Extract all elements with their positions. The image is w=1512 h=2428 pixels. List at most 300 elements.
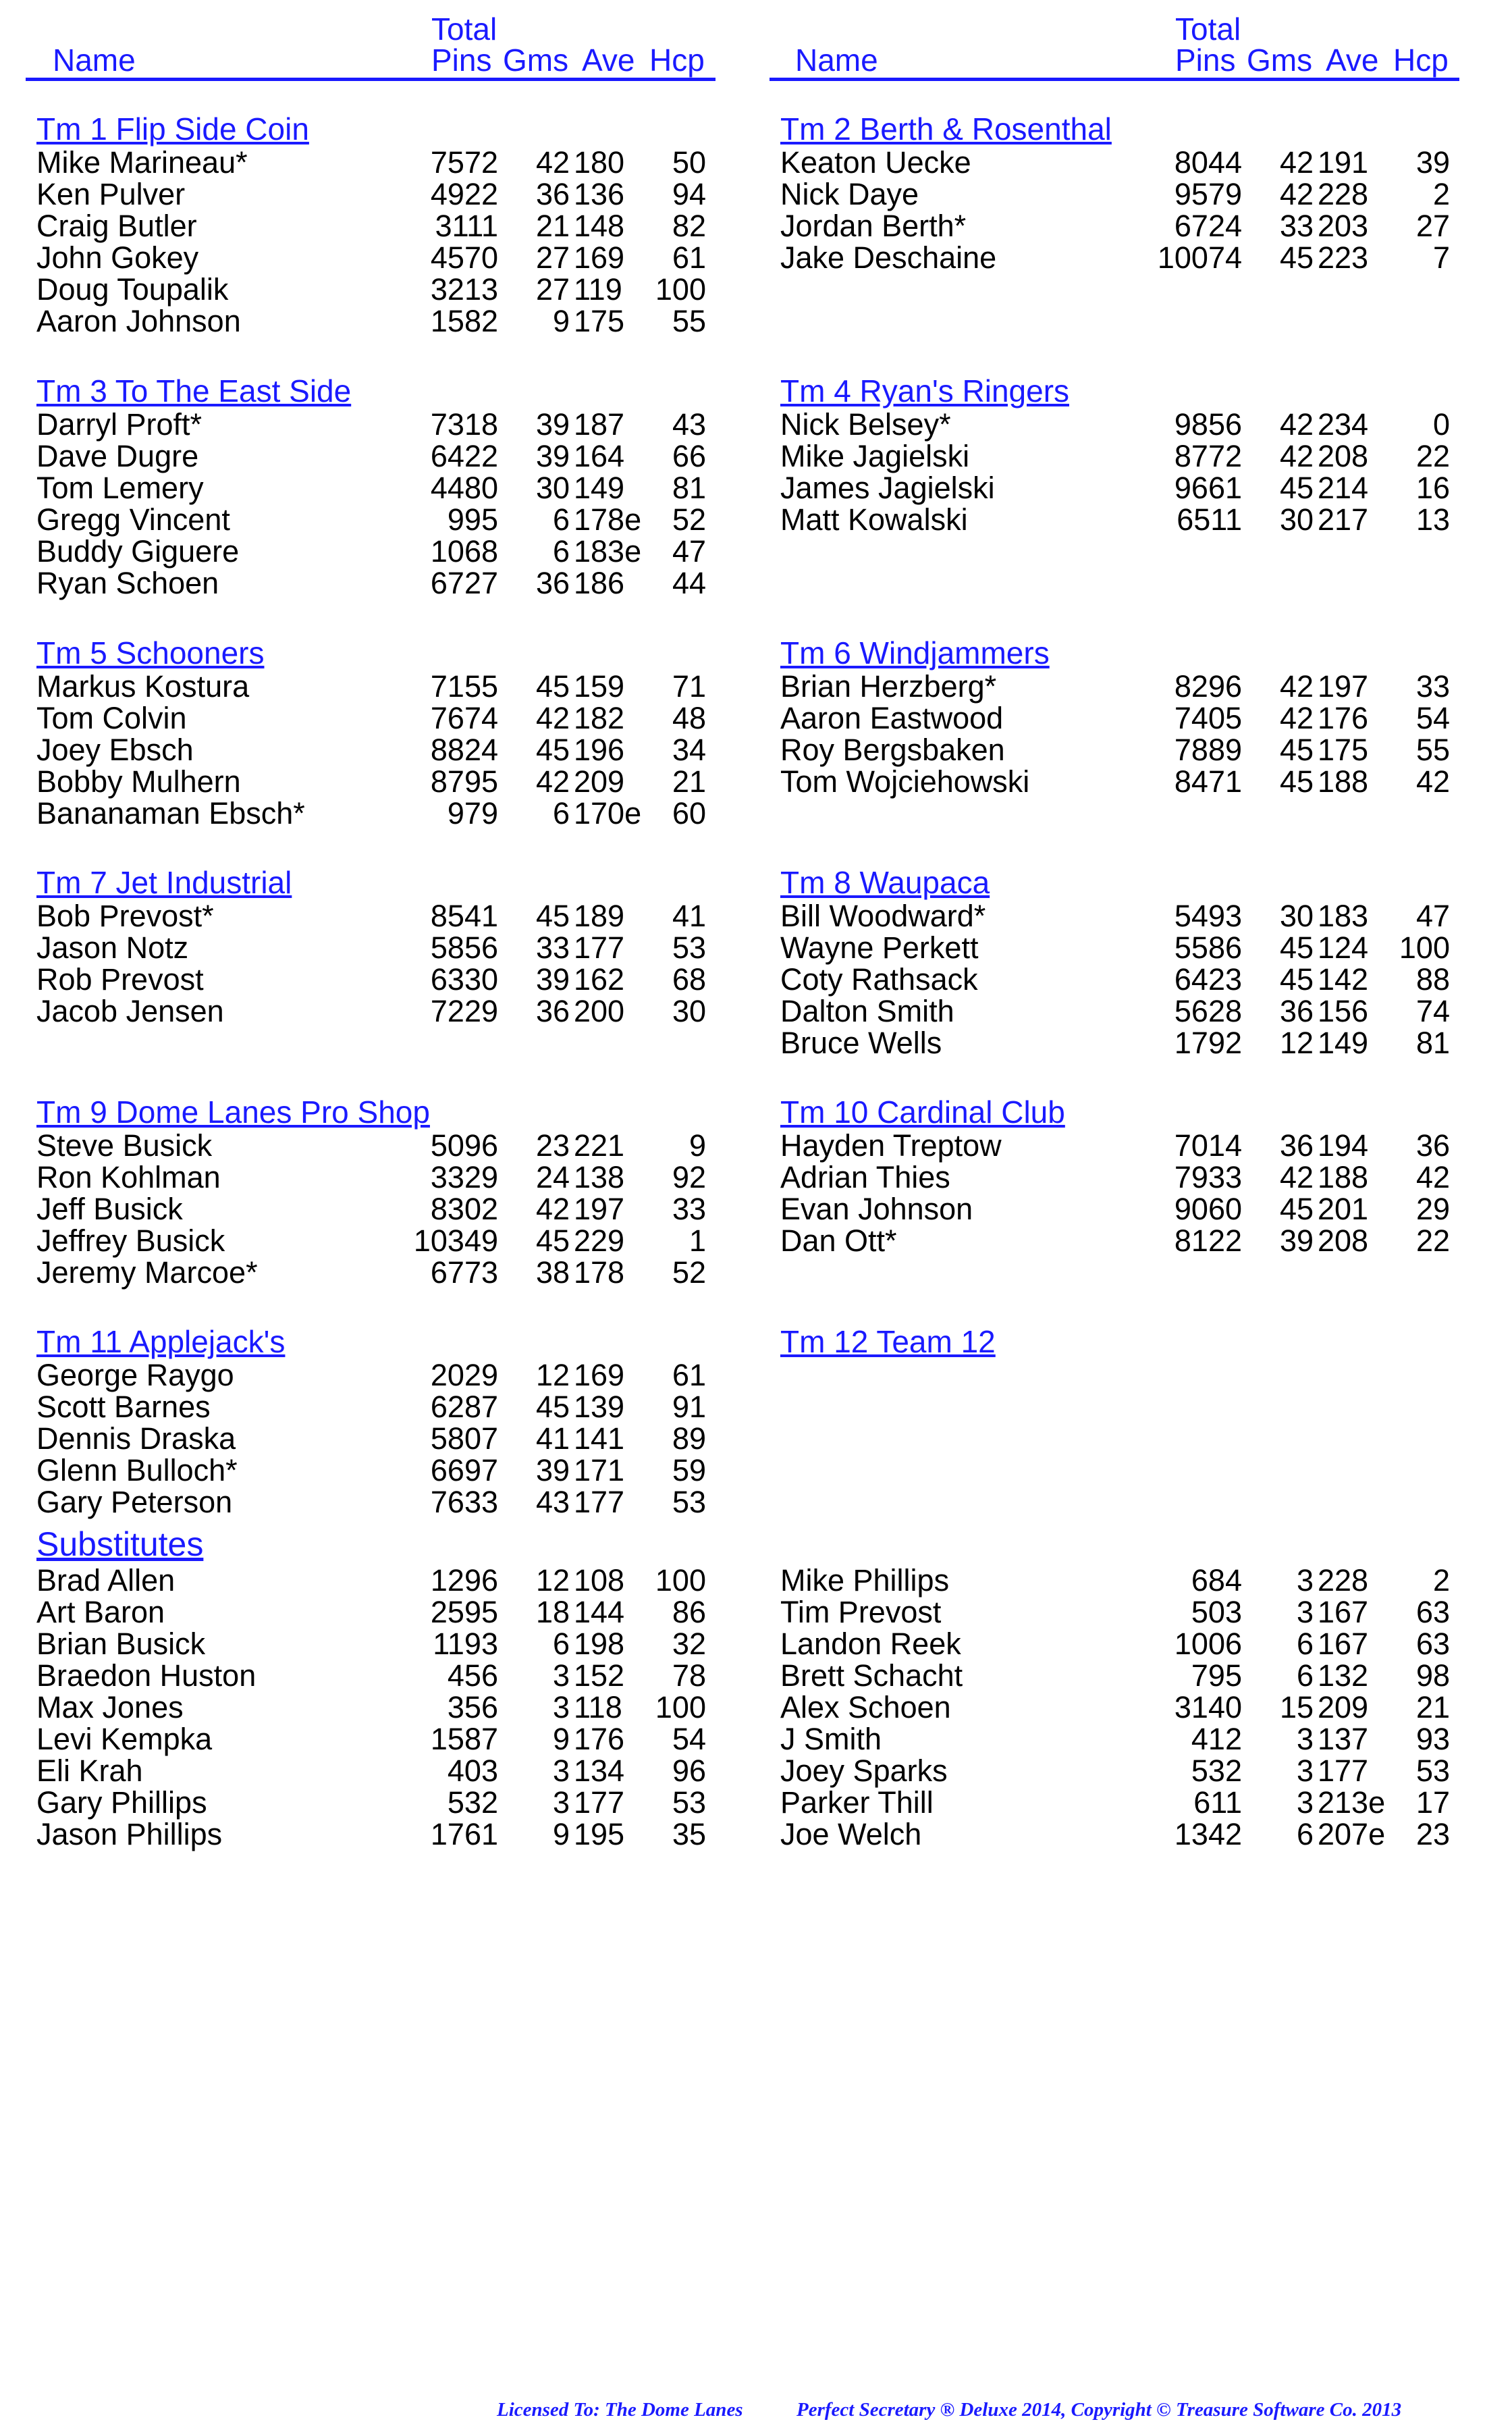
player-total-pins: 356 — [447, 1690, 498, 1724]
player-name: Glenn Bulloch* — [36, 1453, 238, 1487]
player-row — [26, 735, 728, 766]
player-name: Keaton Uecke — [780, 145, 971, 180]
player-name: Joey Ebsch — [36, 733, 194, 767]
player-average: 175 — [574, 304, 625, 338]
player-name: Tim Prevost — [780, 1595, 942, 1629]
player-games: 39 — [535, 1453, 570, 1487]
player-row — [26, 504, 728, 535]
player-games: 3 — [1296, 1722, 1314, 1756]
player-name: Gary Phillips — [36, 1785, 207, 1820]
player-average: 178e — [574, 502, 642, 537]
player-games: 23 — [535, 1128, 570, 1163]
player-games: 38 — [535, 1255, 570, 1290]
player-row — [26, 1455, 728, 1486]
player-row — [26, 1360, 728, 1391]
player-row — [770, 147, 1472, 178]
player-average: 152 — [574, 1658, 625, 1693]
player-average: 177 — [574, 1785, 625, 1820]
player-name: Aaron Johnson — [36, 304, 241, 338]
player-handicap: 66 — [672, 439, 706, 473]
player-row — [770, 964, 1472, 995]
player-games: 42 — [535, 701, 570, 735]
player-games: 45 — [1279, 764, 1314, 799]
player-total-pins: 5807 — [430, 1421, 498, 1456]
player-handicap: 82 — [672, 209, 706, 243]
player-games: 30 — [1279, 899, 1314, 933]
player-games: 6 — [552, 796, 570, 830]
header-total: Total — [431, 11, 497, 47]
player-row — [770, 1597, 1472, 1628]
player-handicap: 89 — [672, 1421, 706, 1456]
player-name: Matt Kowalski — [780, 502, 968, 537]
player-name: Jacob Jensen — [36, 994, 224, 1028]
player-games: 6 — [552, 1627, 570, 1661]
player-name: James Jagielski — [780, 471, 995, 505]
player-total-pins: 9060 — [1174, 1192, 1242, 1226]
player-name: Ryan Schoen — [36, 566, 219, 600]
player-games: 9 — [552, 1722, 570, 1756]
player-handicap: 93 — [1415, 1722, 1450, 1756]
player-row — [26, 1487, 728, 1518]
player-games: 30 — [1279, 502, 1314, 537]
player-total-pins: 7633 — [430, 1485, 498, 1519]
player-row — [26, 996, 728, 1027]
player-total-pins: 6697 — [430, 1453, 498, 1487]
header-rule — [770, 78, 1459, 81]
player-handicap: 47 — [672, 534, 706, 569]
player-total-pins: 5096 — [430, 1128, 498, 1163]
player-name: Dalton Smith — [780, 994, 954, 1028]
player-row — [770, 1194, 1472, 1225]
player-average: 195 — [574, 1817, 625, 1851]
player-row — [26, 568, 728, 599]
player-average: 177 — [574, 930, 625, 965]
player-row — [26, 274, 728, 305]
player-row — [26, 766, 728, 797]
player-total-pins: 7674 — [430, 701, 498, 735]
player-handicap: 100 — [1399, 930, 1450, 965]
player-total-pins: 2029 — [430, 1358, 498, 1392]
player-total-pins: 6422 — [430, 439, 498, 473]
player-row — [26, 306, 728, 337]
team-title: Tm 10 Cardinal Club — [780, 1094, 1065, 1130]
player-games: 42 — [1279, 407, 1314, 442]
player-handicap: 13 — [1415, 502, 1450, 537]
player-games: 33 — [535, 930, 570, 965]
player-games: 33 — [1279, 209, 1314, 243]
player-games: 36 — [535, 994, 570, 1028]
player-name: Ron Kohlman — [36, 1160, 221, 1194]
player-total-pins: 8296 — [1174, 669, 1242, 704]
player-handicap: 39 — [1415, 145, 1450, 180]
player-total-pins: 1193 — [433, 1627, 498, 1661]
player-name: Max Jones — [36, 1690, 184, 1724]
player-handicap: 47 — [1415, 899, 1450, 933]
player-average: 134 — [574, 1753, 625, 1788]
player-average: 171 — [574, 1453, 625, 1487]
player-name: Jason Notz — [36, 930, 189, 965]
player-total-pins: 7405 — [1174, 701, 1242, 735]
player-games: 6 — [1296, 1658, 1314, 1693]
team-title: Tm 8 Waupaca — [780, 865, 990, 900]
player-total-pins: 412 — [1191, 1722, 1242, 1756]
player-handicap: 33 — [1415, 669, 1450, 704]
player-handicap: 2 — [1432, 1563, 1450, 1598]
player-average: 180 — [574, 145, 625, 180]
player-average: 183 — [1318, 899, 1369, 933]
player-average: 228 — [1318, 1563, 1369, 1598]
player-handicap: 68 — [672, 962, 706, 997]
player-name: Joey Sparks — [780, 1753, 948, 1788]
player-average: 144 — [574, 1595, 625, 1629]
player-name: Landon Reek — [780, 1627, 961, 1661]
player-average: 167 — [1318, 1627, 1369, 1661]
player-handicap: 53 — [672, 1485, 706, 1519]
player-games: 36 — [1279, 994, 1314, 1028]
player-average: 176 — [1318, 701, 1369, 735]
team-title: Tm 12 Team 12 — [780, 1324, 996, 1359]
player-average: 201 — [1318, 1192, 1369, 1226]
player-name: Bill Woodward* — [780, 899, 986, 933]
player-name: Brian Busick — [36, 1627, 206, 1661]
team-title: Tm 4 Ryan's Ringers — [780, 373, 1070, 408]
player-row — [770, 1028, 1472, 1059]
player-total-pins: 532 — [447, 1785, 498, 1820]
player-handicap: 16 — [1415, 471, 1450, 505]
player-name: Adrian Thies — [780, 1160, 950, 1194]
player-games: 6 — [552, 534, 570, 569]
player-total-pins: 995 — [447, 502, 498, 537]
team-title: Tm 2 Berth & Rosenthal — [780, 111, 1112, 147]
player-total-pins: 4570 — [430, 240, 498, 275]
player-name: Rob Prevost — [36, 962, 204, 997]
player-handicap: 27 — [1415, 209, 1450, 243]
player-row — [26, 703, 728, 734]
player-name: Wayne Perkett — [780, 930, 979, 965]
player-total-pins: 5856 — [430, 930, 498, 965]
player-average: 217 — [1318, 502, 1369, 537]
player-average: 156 — [1318, 994, 1369, 1028]
header-gms: Gms — [503, 43, 569, 78]
player-total-pins: 10074 — [1157, 240, 1242, 275]
header-total: Total — [1175, 11, 1241, 47]
player-name: Aaron Eastwood — [780, 701, 1004, 735]
player-total-pins: 8044 — [1174, 145, 1242, 180]
player-average: 182 — [574, 701, 625, 735]
player-name: Bobby Mulhern — [36, 764, 241, 799]
player-total-pins: 8471 — [1174, 764, 1242, 799]
player-games: 21 — [535, 209, 570, 243]
player-name: Ken Pulver — [36, 177, 186, 211]
player-average: 186 — [574, 566, 625, 600]
player-total-pins: 1761 — [430, 1817, 498, 1851]
player-handicap: 52 — [672, 1255, 706, 1290]
player-total-pins: 8772 — [1174, 439, 1242, 473]
player-average: 170e — [574, 796, 642, 830]
player-total-pins: 5586 — [1174, 930, 1242, 965]
player-games: 42 — [1279, 177, 1314, 211]
player-name: Craig Butler — [36, 209, 197, 243]
player-row — [26, 1692, 728, 1723]
player-average: 124 — [1318, 930, 1369, 965]
player-games: 3 — [552, 1753, 570, 1788]
player-average: 196 — [574, 733, 625, 767]
player-average: 167 — [1318, 1595, 1369, 1629]
player-handicap: 43 — [672, 407, 706, 442]
player-average: 208 — [1318, 439, 1369, 473]
player-average: 162 — [574, 962, 625, 997]
player-handicap: 100 — [655, 1690, 706, 1724]
player-handicap: 63 — [1415, 1627, 1450, 1661]
player-name: Brian Herzberg* — [780, 669, 997, 704]
player-row — [26, 1392, 728, 1423]
player-handicap: 42 — [1415, 1160, 1450, 1194]
player-average: 188 — [1318, 1160, 1369, 1194]
player-name: Tom Colvin — [36, 701, 187, 735]
player-row — [26, 1194, 728, 1225]
player-average: 141 — [574, 1421, 625, 1456]
player-name: Buddy Giguere — [36, 534, 240, 569]
team-title: Tm 6 Windjammers — [780, 635, 1050, 670]
player-average: 203 — [1318, 209, 1369, 243]
player-handicap: 30 — [672, 994, 706, 1028]
player-games: 3 — [1296, 1563, 1314, 1598]
player-average: 209 — [1318, 1690, 1369, 1724]
player-row — [26, 964, 728, 995]
player-average: 214 — [1318, 471, 1369, 505]
player-row — [770, 1565, 1472, 1596]
player-total-pins: 6773 — [430, 1255, 498, 1290]
player-games: 6 — [552, 502, 570, 537]
player-average: 119 — [574, 272, 622, 307]
player-games: 45 — [1279, 240, 1314, 275]
player-games: 6 — [1296, 1627, 1314, 1661]
player-games: 42 — [1279, 1160, 1314, 1194]
player-name: Brad Allen — [36, 1563, 176, 1598]
player-name: George Raygo — [36, 1358, 234, 1392]
player-name: Gregg Vincent — [36, 502, 230, 537]
player-total-pins: 8122 — [1174, 1223, 1242, 1258]
player-row — [26, 1753, 728, 1788]
player-average: 176 — [574, 1722, 625, 1756]
player-handicap: 92 — [672, 1160, 706, 1194]
player-row — [26, 1225, 728, 1257]
player-name: Brett Schacht — [780, 1658, 963, 1693]
player-games: 42 — [1279, 701, 1314, 735]
player-handicap: 81 — [672, 471, 706, 505]
player-handicap: 2 — [1432, 177, 1450, 211]
player-average: 191 — [1318, 145, 1369, 180]
team-title: Tm 9 Dome Lanes Pro Shop — [36, 1094, 430, 1130]
player-games: 3 — [1296, 1753, 1314, 1788]
player-average: 198 — [574, 1627, 625, 1661]
player-name: Jeremy Marcoe* — [36, 1255, 258, 1290]
player-handicap: 33 — [672, 1192, 706, 1226]
player-row — [26, 1787, 728, 1818]
player-name: Mike Phillips — [780, 1563, 950, 1598]
player-handicap: 74 — [1415, 994, 1450, 1028]
player-total-pins: 6423 — [1174, 962, 1242, 997]
player-handicap: 41 — [672, 899, 706, 933]
page-footer — [0, 2398, 1512, 2422]
player-name: Tom Wojciehowski — [780, 764, 1030, 799]
player-games: 42 — [535, 1192, 570, 1226]
player-name: Jordan Berth* — [780, 209, 967, 243]
player-average: 177 — [1318, 1753, 1369, 1788]
player-average: 223 — [1318, 240, 1369, 275]
header-hcp: Hcp — [1393, 43, 1449, 78]
player-total-pins: 7889 — [1174, 733, 1242, 767]
player-games: 42 — [535, 145, 570, 180]
player-average: 136 — [574, 177, 625, 211]
header-hcp: Hcp — [649, 43, 705, 78]
player-average: 132 — [1318, 1658, 1369, 1693]
player-handicap: 61 — [672, 1358, 706, 1392]
player-total-pins: 532 — [1191, 1753, 1242, 1788]
player-row — [770, 473, 1472, 504]
player-average: 200 — [574, 994, 625, 1028]
substitutes-title: Substitutes — [36, 1525, 204, 1563]
player-row — [770, 179, 1472, 210]
player-name: Jeffrey Busick — [36, 1223, 225, 1258]
player-name: Evan Johnson — [780, 1192, 973, 1226]
column-header-left — [26, 9, 716, 81]
header-rule — [26, 78, 716, 81]
player-average: 189 — [574, 899, 625, 933]
player-average: 139 — [574, 1390, 625, 1424]
player-average: 175 — [1318, 733, 1369, 767]
player-total-pins: 403 — [447, 1753, 498, 1788]
player-games: 39 — [1279, 1223, 1314, 1258]
player-average: 213e — [1318, 1785, 1386, 1820]
player-handicap: 52 — [672, 502, 706, 537]
player-row — [26, 1257, 728, 1288]
player-name: Markus Kostura — [36, 669, 250, 704]
player-total-pins: 8541 — [430, 899, 498, 933]
player-row — [770, 735, 1472, 766]
player-handicap: 54 — [1415, 701, 1450, 735]
player-handicap: 0 — [1432, 407, 1450, 442]
player-total-pins: 3140 — [1174, 1690, 1242, 1724]
player-games: 15 — [1279, 1690, 1314, 1724]
player-total-pins: 7572 — [430, 145, 498, 180]
player-name: Dave Dugre — [36, 439, 199, 473]
player-games: 41 — [535, 1421, 570, 1456]
player-games: 45 — [1279, 1192, 1314, 1226]
player-total-pins: 3329 — [430, 1160, 498, 1194]
player-total-pins: 979 — [447, 796, 498, 830]
player-total-pins: 6511 — [1177, 502, 1242, 537]
player-row — [26, 1162, 728, 1193]
player-handicap: 36 — [1415, 1128, 1450, 1163]
player-total-pins: 9856 — [1174, 407, 1242, 442]
player-name: Steve Busick — [36, 1128, 213, 1163]
player-games: 43 — [535, 1485, 570, 1519]
player-games: 36 — [535, 566, 570, 600]
player-row — [26, 242, 728, 273]
player-total-pins: 10349 — [413, 1223, 498, 1258]
player-total-pins: 4922 — [430, 177, 498, 211]
player-handicap: 59 — [672, 1453, 706, 1487]
player-handicap: 35 — [672, 1817, 706, 1851]
player-handicap: 98 — [1415, 1658, 1450, 1693]
player-row — [770, 1162, 1472, 1193]
player-row — [26, 1819, 728, 1850]
player-games: 9 — [552, 1817, 570, 1851]
header-name: Name — [795, 43, 878, 78]
player-total-pins: 7229 — [430, 994, 498, 1028]
player-total-pins: 9579 — [1174, 177, 1242, 211]
player-games: 42 — [1279, 439, 1314, 473]
player-name: Alex Schoen — [780, 1690, 951, 1724]
player-total-pins: 1006 — [1174, 1627, 1242, 1661]
player-handicap: 81 — [1415, 1026, 1450, 1060]
player-name: Doug Toupalik — [36, 272, 229, 307]
player-row — [770, 1819, 1472, 1850]
player-average: 197 — [1318, 669, 1369, 704]
player-total-pins: 503 — [1191, 1595, 1242, 1629]
player-average: 229 — [574, 1223, 625, 1258]
player-games: 3 — [552, 1690, 570, 1724]
player-name: Hayden Treptow — [780, 1128, 1002, 1163]
player-total-pins: 1587 — [430, 1722, 498, 1756]
player-handicap: 9 — [688, 1128, 706, 1163]
header-pins: Pins — [431, 43, 492, 78]
player-total-pins: 7933 — [1174, 1160, 1242, 1194]
player-average: 234 — [1318, 407, 1369, 442]
player-name: Tom Lemery — [36, 471, 204, 505]
player-total-pins: 5628 — [1174, 994, 1242, 1028]
player-row — [26, 798, 728, 829]
player-row — [26, 1597, 728, 1628]
team-title: Tm 3 To The East Side — [36, 373, 352, 408]
player-games: 30 — [535, 471, 570, 505]
player-total-pins: 684 — [1191, 1563, 1242, 1598]
player-total-pins: 3111 — [435, 209, 498, 243]
player-row — [26, 1130, 728, 1161]
player-average: 148 — [574, 209, 625, 243]
player-name: Dan Ott* — [780, 1223, 897, 1258]
player-row — [26, 1660, 728, 1691]
player-games: 45 — [535, 1223, 570, 1258]
player-games: 42 — [535, 764, 570, 799]
player-handicap: 91 — [672, 1390, 706, 1424]
player-total-pins: 6330 — [430, 962, 498, 997]
player-name: Nick Belsey* — [780, 407, 951, 442]
license-text: Licensed To: The Dome Lanes — [497, 2399, 743, 2421]
player-handicap: 21 — [1415, 1690, 1450, 1724]
player-average: 137 — [1318, 1722, 1369, 1756]
player-name: Mike Marineau* — [36, 145, 248, 180]
player-row — [770, 1130, 1472, 1161]
player-handicap: 88 — [1415, 962, 1450, 997]
player-name: Joe Welch — [780, 1817, 922, 1851]
player-row — [26, 409, 728, 440]
player-row — [770, 1787, 1472, 1818]
player-row — [770, 1753, 1472, 1788]
player-total-pins: 9661 — [1174, 471, 1242, 505]
player-total-pins: 1792 — [1174, 1026, 1242, 1060]
player-handicap: 78 — [672, 1658, 706, 1693]
player-row — [26, 1724, 728, 1755]
header-ave: Ave — [582, 43, 635, 78]
player-handicap: 32 — [672, 1627, 706, 1661]
header-gms: Gms — [1247, 43, 1313, 78]
player-games: 12 — [1279, 1026, 1314, 1060]
player-row — [770, 1660, 1472, 1691]
player-handicap: 60 — [672, 796, 706, 830]
player-games: 42 — [1279, 669, 1314, 704]
